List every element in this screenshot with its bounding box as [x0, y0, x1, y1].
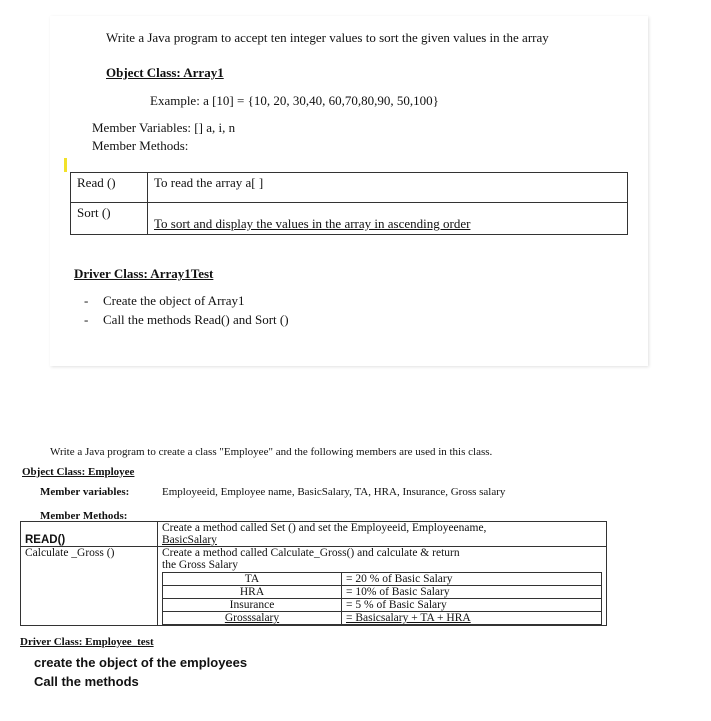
doc2-driver-line-2: Call the methods — [34, 674, 139, 689]
doc1-methods-table — [70, 172, 628, 235]
text-cursor — [64, 158, 67, 172]
table-row — [71, 203, 628, 235]
formula-value: = 20 % of Basic Salary — [342, 573, 602, 586]
doc1-bullet-1: Create the object of Array1 — [103, 293, 245, 308]
read-method-desc-2: BasicSalary — [162, 534, 217, 546]
method-name: Sort () — [71, 203, 148, 235]
formula-value: = 5 % of Basic Salary — [342, 599, 602, 612]
doc2-driver-line-1: create the object of the employees — [34, 655, 248, 670]
formula-term: Insurance — [163, 599, 342, 612]
formula-value: = Basicsalary + TA + HRA — [346, 612, 471, 624]
doc1-title: Write a Java program to accept ten integer values to sort the given values in the array — [106, 30, 549, 45]
formula-value: = 10% of Basic Salary — [342, 586, 602, 599]
calc-method-desc-2: the Gross Salary — [162, 559, 239, 571]
read-method-desc-1: Create a method called Set () and set the Employeeid, Employeename, — [162, 522, 487, 534]
table-row — [21, 522, 607, 547]
table-row — [71, 173, 628, 203]
method-description: To read the array a[ ] — [148, 173, 628, 203]
doc2-title: Write a Java program to create a class "Employee" and the following members are used in this class. — [50, 446, 493, 458]
doc2-member-variables-label: Member variables: — [40, 486, 130, 498]
doc2-methods-table — [20, 521, 607, 626]
calc-formula-table — [162, 572, 602, 625]
method-description: To sort and display the values in the array in ascending order — [154, 216, 471, 231]
doc1-member-methods: Member Methods: — [92, 138, 189, 153]
formula-row — [163, 573, 602, 586]
formula-term: HRA — [163, 586, 342, 599]
formula-row — [163, 586, 602, 599]
doc2-object-class: Object Class: Employee — [22, 466, 135, 478]
doc2-driver-class: Driver Class: Employee_test — [20, 636, 154, 648]
doc1-object-class: Object Class: Array1 — [106, 65, 224, 80]
doc1-driver-class: Driver Class: Array1Test — [74, 266, 214, 281]
formula-row — [163, 612, 602, 625]
method-name: Read () — [71, 173, 148, 203]
bullet-dash-icon: - — [84, 312, 89, 327]
doc2-member-variables-value: Employeeid, Employee name, BasicSalary, TA, HRA, Insurance, Gross salary — [162, 486, 506, 498]
table-row — [21, 547, 607, 626]
formula-term: Grosssalary — [224, 612, 280, 624]
calc-method-name: Calculate _Gross () — [21, 547, 158, 626]
read-method-name: READ() — [25, 534, 66, 546]
formula-term: TA — [163, 573, 342, 586]
bullet-dash-icon: - — [84, 293, 89, 308]
doc2-member-methods: Member Methods: — [40, 510, 128, 522]
doc1-bullet-2: Call the methods Read() and Sort () — [103, 312, 289, 327]
calc-method-desc-1: Create a method called Calculate_Gross() and calculate & return — [162, 547, 460, 559]
doc1-example: Example: a [10] = {10, 20, 30,40, 60,70,80,90, 50,100} — [150, 93, 439, 108]
doc1-member-variables: Member Variables: [] a, i, n — [92, 120, 236, 135]
formula-row — [163, 599, 602, 612]
